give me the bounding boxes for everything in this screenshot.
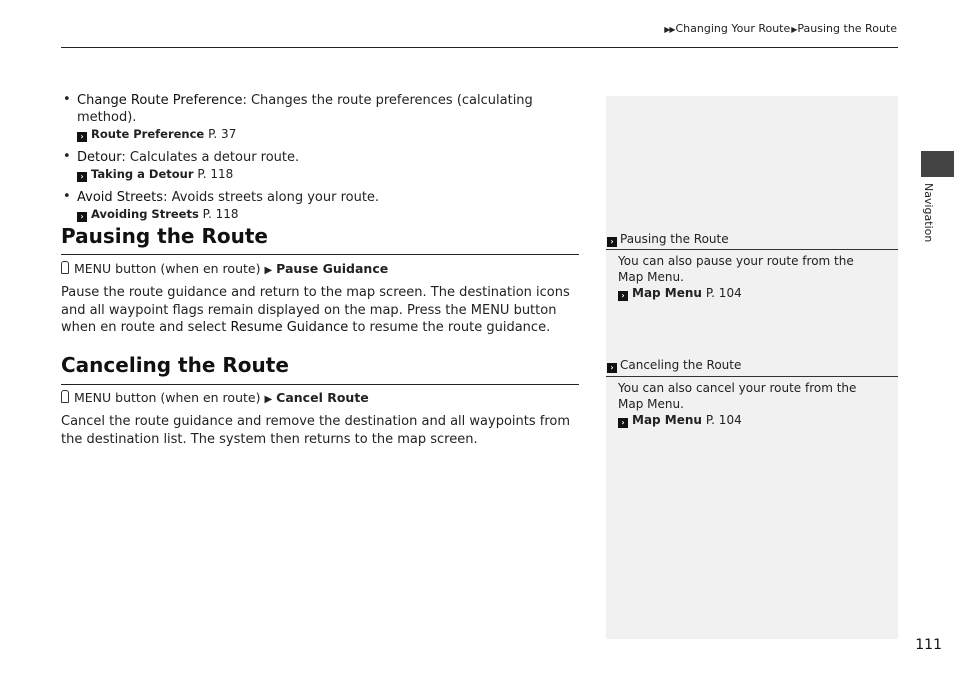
note-text: You can also pause your route from the Map Menu. bbox=[618, 254, 854, 284]
option-desc: : Calculates a detour route. bbox=[121, 150, 300, 165]
note-arrow-icon: › bbox=[607, 363, 617, 373]
section-tab-label: Navigation bbox=[922, 183, 935, 243]
breadcrumb-item-changing-route[interactable]: Changing Your Route bbox=[675, 22, 791, 35]
bullet-dot: • bbox=[63, 149, 71, 164]
reference-arrow-icon: › bbox=[618, 291, 628, 301]
ref-title: Route Preference bbox=[91, 127, 205, 141]
option-list bbox=[61, 92, 591, 229]
menu-path-target: Pause Guidance bbox=[276, 261, 389, 276]
note-title-text: Pausing the Route bbox=[620, 232, 729, 246]
reference-arrow-icon: › bbox=[77, 172, 87, 182]
ref-title: Map Menu bbox=[632, 286, 702, 300]
ref-title: Map Menu bbox=[632, 413, 702, 427]
triangle-icon: ▶ bbox=[791, 25, 797, 34]
ref-page: P. 37 bbox=[208, 127, 237, 141]
cross-reference[interactable] bbox=[618, 285, 880, 301]
section-title-pausing: Pausing the Route bbox=[61, 224, 268, 248]
menu-path-target: Cancel Route bbox=[276, 390, 369, 405]
list-item bbox=[61, 92, 591, 143]
header-divider bbox=[61, 47, 898, 48]
section-divider bbox=[61, 384, 579, 385]
cross-reference[interactable] bbox=[77, 206, 591, 223]
menu-path-prefix: MENU button (when en route) bbox=[74, 390, 261, 405]
section-divider bbox=[61, 254, 579, 255]
cross-reference[interactable] bbox=[77, 166, 591, 183]
triangle-icon: ▶▶ bbox=[664, 25, 675, 34]
breadcrumb bbox=[663, 22, 897, 35]
list-item bbox=[61, 189, 591, 223]
section-body-pausing bbox=[61, 284, 581, 337]
section-title-canceling: Canceling the Route bbox=[61, 353, 289, 377]
body-text: Pause the route guidance and return to the map screen. The destination icons and all waypoint flags remain displayed on the map. Press the MENU button when en route and select bbox=[61, 285, 570, 335]
ref-page: P. 104 bbox=[705, 413, 742, 427]
section-body-canceling: Cancel the route guidance and remove the destination and all waypoints from the destination list. The system then returns to the map screen. bbox=[61, 414, 570, 447]
home-button-icon bbox=[61, 261, 69, 274]
option-desc: : Changes the route preferences (calculating method). bbox=[77, 93, 533, 125]
option-term: Avoid Streets bbox=[77, 190, 164, 205]
reference-arrow-icon: › bbox=[618, 418, 628, 428]
page-number: 111 bbox=[915, 637, 942, 653]
note-title-text: Canceling the Route bbox=[620, 358, 742, 372]
note-divider bbox=[606, 249, 898, 250]
cross-reference[interactable] bbox=[618, 412, 880, 428]
bullet-dot: • bbox=[63, 92, 71, 107]
cross-reference[interactable] bbox=[77, 126, 591, 143]
note-title bbox=[607, 358, 741, 373]
reference-arrow-icon: › bbox=[77, 132, 87, 142]
note-divider bbox=[606, 376, 898, 377]
section-tab[interactable] bbox=[921, 151, 954, 177]
menu-path bbox=[61, 261, 388, 276]
ref-title: Avoiding Streets bbox=[91, 207, 199, 221]
note-body bbox=[618, 253, 880, 301]
arrow-right-icon: ▶ bbox=[264, 265, 273, 276]
reference-arrow-icon: › bbox=[77, 212, 87, 222]
body-text: to resume the route guidance. bbox=[348, 320, 551, 335]
bullet-dot: • bbox=[63, 189, 71, 204]
ref-title: Taking a Detour bbox=[91, 167, 194, 181]
note-text: You can also cancel your route from the Map Menu. bbox=[618, 381, 857, 411]
option-desc: : Avoids streets along your route. bbox=[163, 190, 380, 205]
note-body bbox=[618, 380, 880, 428]
option-term: Detour bbox=[77, 150, 122, 165]
menu-path-prefix: MENU button (when en route) bbox=[74, 261, 261, 276]
arrow-right-icon: ▶ bbox=[264, 394, 273, 405]
ref-page: P. 118 bbox=[202, 207, 239, 221]
menu-path bbox=[61, 390, 369, 405]
note-arrow-icon: › bbox=[607, 237, 617, 247]
option-term: Change Route Preference bbox=[77, 93, 243, 108]
list-item bbox=[61, 149, 591, 183]
ref-page: P. 118 bbox=[197, 167, 234, 181]
home-button-icon bbox=[61, 390, 69, 403]
note-title bbox=[607, 232, 729, 247]
breadcrumb-item-pausing-route[interactable]: Pausing the Route bbox=[797, 22, 897, 35]
body-term: Resume Guidance bbox=[230, 320, 349, 335]
ref-page: P. 104 bbox=[705, 286, 742, 300]
